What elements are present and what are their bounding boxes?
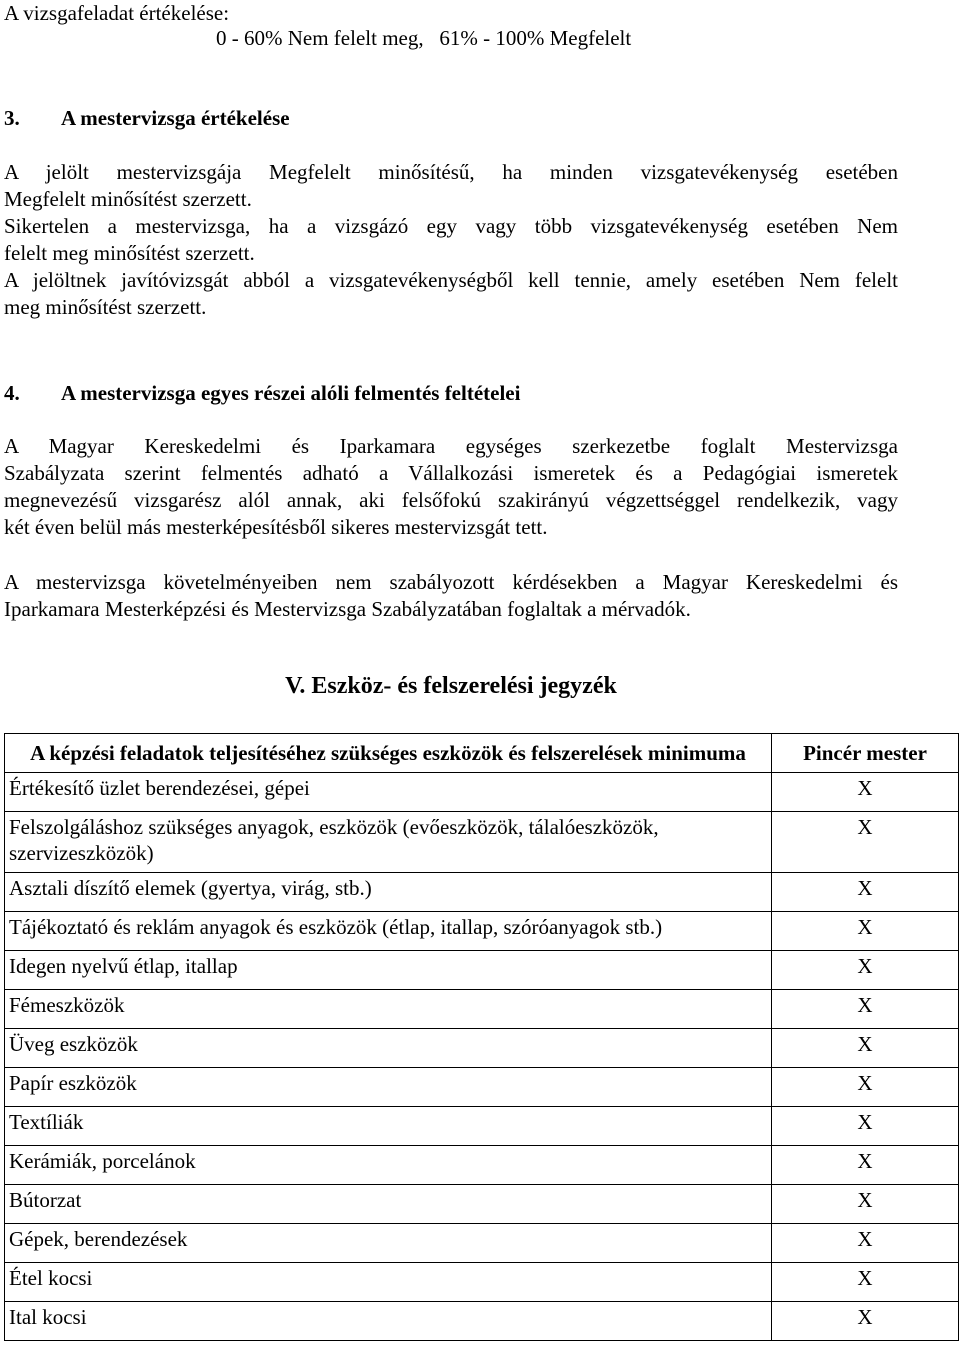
equipment-item: Üveg eszközök xyxy=(5,1029,772,1068)
equipment-item: Felszolgáláshoz szükséges anyagok, eszközök (evőeszközök, tálalóeszközök, szervizeszközök) xyxy=(5,812,772,873)
equipment-table xyxy=(4,733,959,1341)
paragraph-line: A mestervizsga követelményeiben nem szabályozott kérdésekben a Magyar Kereskedelmi és xyxy=(4,570,898,594)
equipment-item: Idegen nyelvű étlap, itallap xyxy=(5,951,772,990)
paragraph-line: felelt meg minősítést szerzett. xyxy=(4,241,255,265)
table-row xyxy=(5,873,959,912)
section-4-paragraph-1 xyxy=(4,433,898,541)
table-row xyxy=(5,1263,959,1302)
section-3-number: 3. xyxy=(4,106,20,130)
equipment-mark: X xyxy=(772,990,959,1029)
equipment-mark: X xyxy=(772,1302,959,1341)
section-4-paragraph-2 xyxy=(4,569,898,623)
evaluation-scale: 0 - 60% Nem felelt meg, 61% - 100% Megfelelt xyxy=(216,26,632,50)
section-3-title: A mestervizsga értékelése xyxy=(61,106,290,130)
equipment-item: Kerámiák, porcelánok xyxy=(5,1146,772,1185)
equipment-mark: X xyxy=(772,1224,959,1263)
evaluation-label: A vizsgafeladat értékelése: xyxy=(4,1,230,25)
equipment-item: Bútorzat xyxy=(5,1185,772,1224)
table-row xyxy=(5,951,959,990)
table-row xyxy=(5,1185,959,1224)
paragraph-line: Szabályzata szerint felmentés adható a Vállalkozási ismeretek és a Pedagógiai ismeretek xyxy=(4,461,898,485)
equipment-mark: X xyxy=(772,1068,959,1107)
paragraph-line: két éven belül más mesterképesítésből sikeres mestervizsgát tett. xyxy=(4,515,548,539)
table-row xyxy=(5,1029,959,1068)
paragraph-line: A Magyar Kereskedelmi és Iparkamara egységes szerkezetbe foglalt Mestervizsga xyxy=(4,434,898,458)
section-3-heading xyxy=(4,105,290,132)
equipment-mark: X xyxy=(772,1029,959,1068)
equipment-item: Étel kocsi xyxy=(5,1263,772,1302)
equipment-item: Tájékoztató és reklám anyagok és eszközök (étlap, itallap, szóróanyagok stb.) xyxy=(5,912,772,951)
table-row xyxy=(5,912,959,951)
header-equipment: A képzési feladatok teljesítéséhez szükséges eszközök és felszerelések minimuma xyxy=(5,734,772,773)
section-4-title: A mestervizsga egyes részei alóli felmentés feltételei xyxy=(61,381,521,405)
paragraph-line: meg minősítést szerzett. xyxy=(4,295,207,319)
equipment-mark: X xyxy=(772,812,959,873)
table-row xyxy=(5,1146,959,1185)
equipment-item: Ital kocsi xyxy=(5,1302,772,1341)
table-row xyxy=(5,773,959,812)
paragraph-line: A jelölt mestervizsgája Megfelelt minősítésű, ha minden vizsgatevékenység esetében xyxy=(4,160,898,184)
table-header-row xyxy=(5,734,959,773)
table-row xyxy=(5,990,959,1029)
paragraph-line: A jelöltnek javítóvizsgát abból a vizsgatevékenységből kell tennie, amely esetében Nem felelt xyxy=(4,268,898,292)
equipment-item: Fémeszközök xyxy=(5,990,772,1029)
header-profession: Pincér mester xyxy=(772,734,959,773)
paragraph-line: Iparkamara Mesterképzési és Mestervizsga Szabályzatában foglaltak a mérvadók. xyxy=(4,597,691,621)
equipment-mark: X xyxy=(772,1263,959,1302)
equipment-mark: X xyxy=(772,773,959,812)
equipment-item: Gépek, berendezések xyxy=(5,1224,772,1263)
equipment-mark: X xyxy=(772,1107,959,1146)
table-row xyxy=(5,1107,959,1146)
table-row xyxy=(5,1302,959,1341)
section-3-paragraph xyxy=(4,159,898,321)
equipment-mark: X xyxy=(772,1146,959,1185)
equipment-item: Papír eszközök xyxy=(5,1068,772,1107)
equipment-item: Értékesítő üzlet berendezései, gépei xyxy=(5,773,772,812)
paragraph-line: Megfelelt minősítést szerzett. xyxy=(4,187,252,211)
paragraph-line: megnevezésű vizsgarész alól annak, aki felsőfokú szakirányú végzettséggel rendelkezik, vagy xyxy=(4,488,898,512)
section-4-heading xyxy=(4,380,520,407)
paragraph-line: Sikertelen a mestervizsga, ha a vizsgázó egy vagy több vizsgatevékenység esetében Nem xyxy=(4,214,898,238)
table-row xyxy=(5,1224,959,1263)
equipment-item: Textíliák xyxy=(5,1107,772,1146)
table-row xyxy=(5,1068,959,1107)
section-4-number: 4. xyxy=(4,381,20,405)
equipment-mark: X xyxy=(772,1185,959,1224)
equipment-mark: X xyxy=(772,912,959,951)
equipment-mark: X xyxy=(772,873,959,912)
table-row xyxy=(5,812,959,873)
equipment-mark: X xyxy=(772,951,959,990)
equipment-item: Asztali díszítő elemek (gyertya, virág, stb.) xyxy=(5,873,772,912)
section-v-title: V. Eszköz- és felszerelési jegyzék xyxy=(285,673,617,699)
